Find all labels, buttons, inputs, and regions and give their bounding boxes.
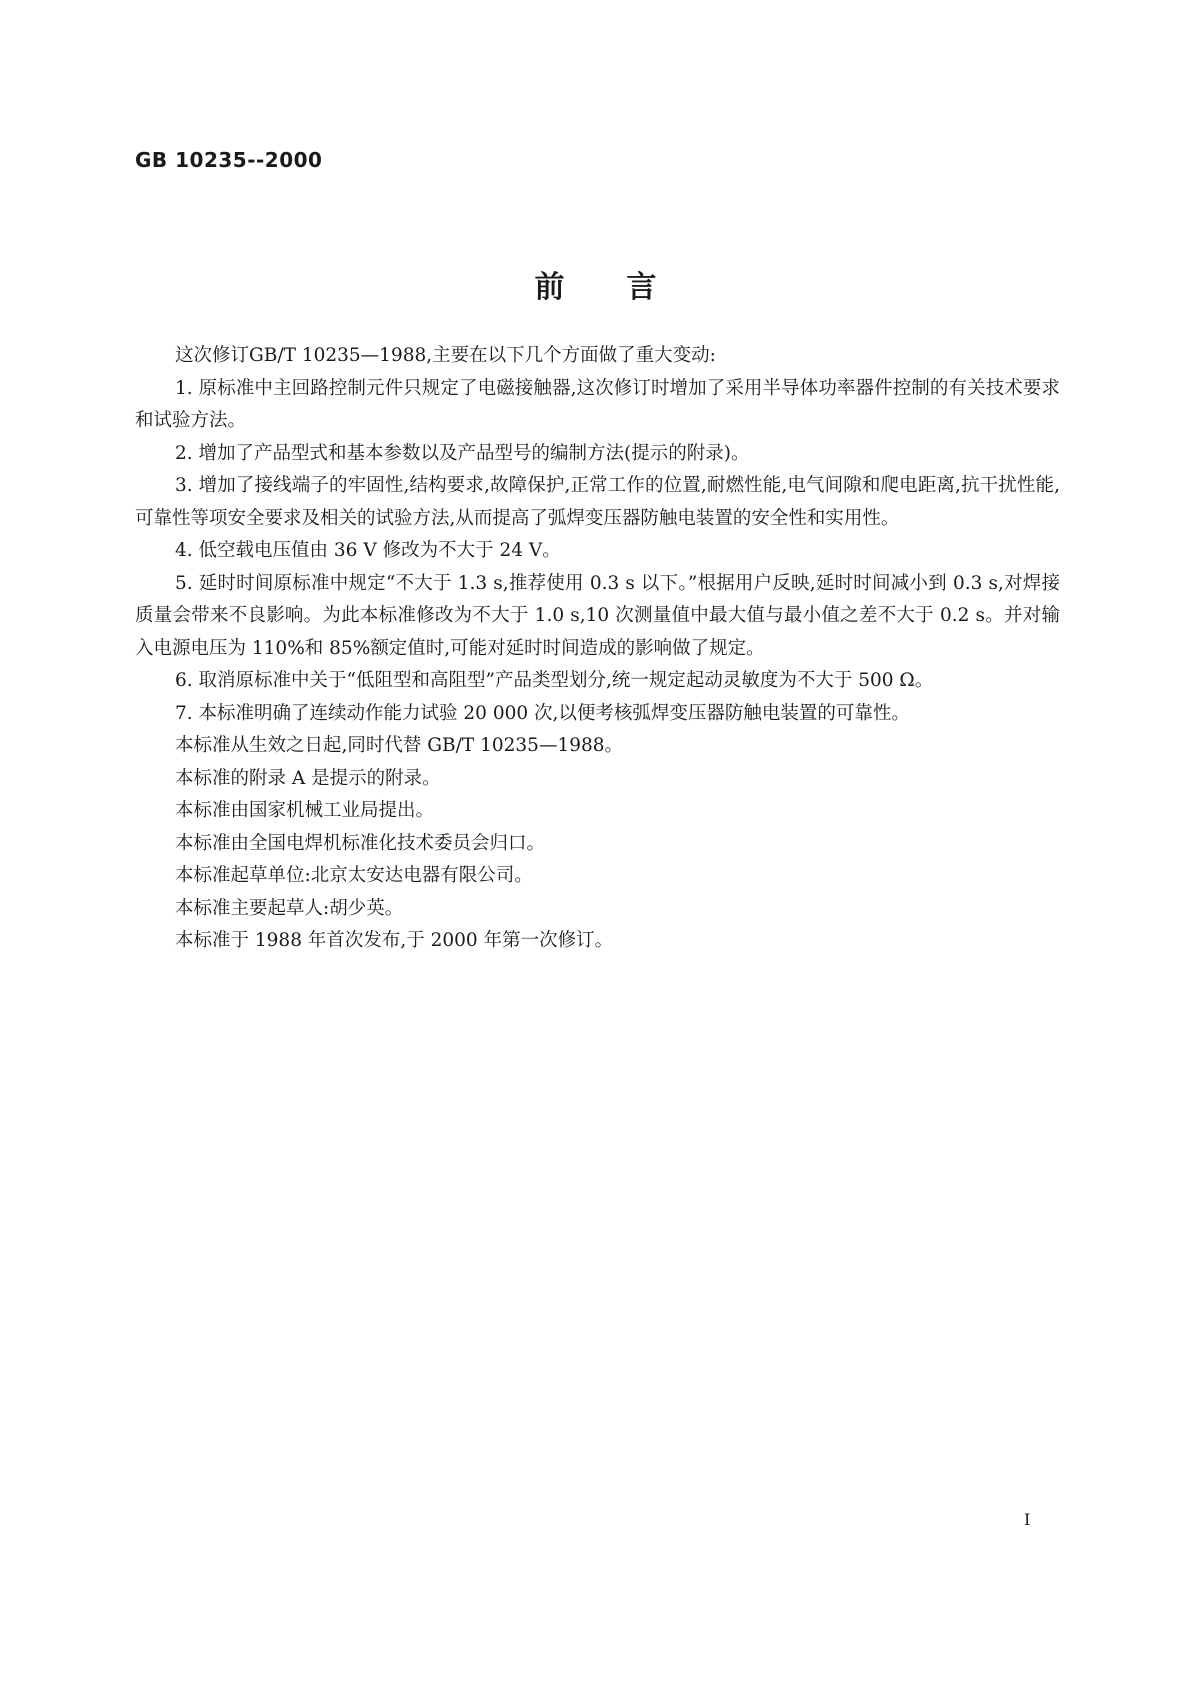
page-number: I	[1024, 1510, 1031, 1529]
paragraph-drafter: 本标准主要起草人:胡少英。	[175, 897, 404, 919]
paragraph-change-6: 6. 取消原标准中关于“低阻型和高阻型”产品类型划分,统一规定起动灵敏度为不大于 500 Ω。	[175, 670, 934, 691]
paragraph-intro: 这次修订GB/T 10235—1988,主要在以下几个方面做了重大变动:	[175, 345, 716, 366]
paragraph-change-7: 7. 本标准明确了连续动作能力试验 20 000 次,以便考核弧焊变压器防触电装置的可靠性。	[175, 702, 910, 724]
paragraph-history: 本标准于 1988 年首次发布,于 2000 年第一次修订。	[175, 930, 614, 951]
standard-code: GB 10235--2000	[135, 148, 323, 172]
paragraph-committee: 本标准由全国电焊机标准化技术委员会归口。	[175, 832, 546, 854]
page-title: 前言	[534, 270, 719, 305]
paragraph-replaces: 本标准从生效之日起,同时代替 GB/T 10235—1988。	[175, 735, 624, 756]
document-body	[135, 340, 1060, 958]
paragraph-change-2: 2. 增加了产品型式和基本参数以及产品型号的编制方法(提示的附录)。	[175, 442, 750, 464]
paragraph-change-4: 4. 低空载电压值由 36 V 修改为不大于 24 V。	[175, 540, 561, 561]
paragraph-appendix: 本标准的附录 A 是提示的附录。	[175, 767, 441, 789]
paragraph-change-1: 1. 原标准中主回路控制元件只规定了电磁接触器,这次修订时增加了采用半导体功率器件控制的有关技术要求和试验方法。	[135, 377, 1060, 431]
paragraph-drafting-unit: 本标准起草单位:北京太安达电器有限公司。	[175, 865, 533, 886]
paragraph-change-3: 3. 增加了接线端子的牢固性,结构要求,故障保护,正常工作的位置,耐燃性能,电气间隙和爬电距离,抗干扰性能,可靠性等项安全要求及相关的试验方法,从而提高了弧焊变压器防触电装置的安全性和实用性。	[135, 475, 1060, 529]
paragraph-proposer: 本标准由国家机械工业局提出。	[175, 800, 435, 821]
paragraph-change-5: 5. 延时时间原标准中规定“不大于 1.3 s,推荐使用 0.3 s 以下。”根据用户反映,延时时间减小到 0.3 s,对焊接质量会带来不良影响。为此本标准修改为不大于 1.0 s,10 次测量值中最大值与最小值之差不大于 0.2 s。并对输入电源电压为 110%和 85%额定值时,可能对延时时间造成的影响做了规定。	[135, 572, 1060, 659]
